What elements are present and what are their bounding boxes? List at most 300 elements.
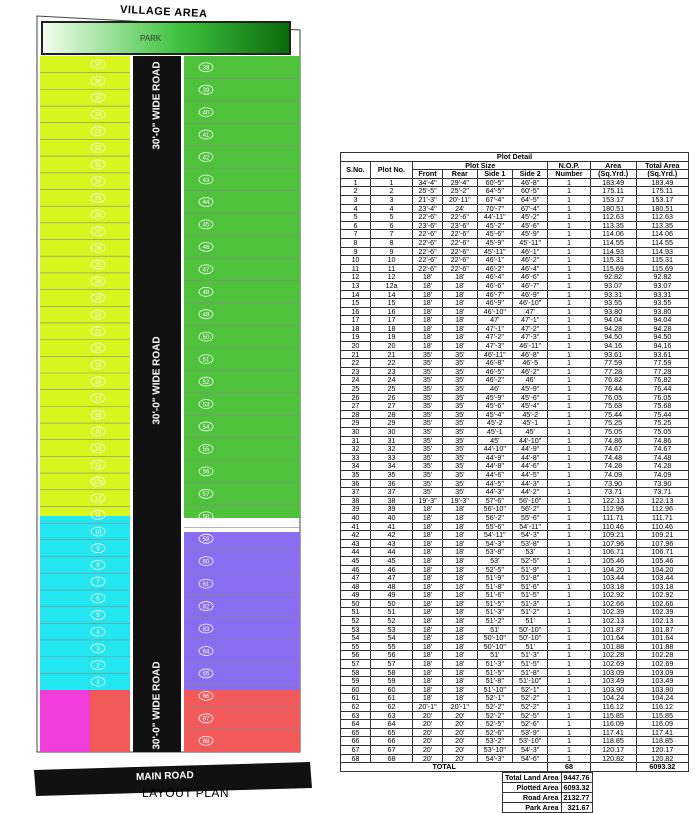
table-cell: 57 (370, 660, 412, 669)
left-plot-number: 29 (94, 196, 102, 203)
table-cell: 45 (341, 556, 371, 565)
table-cell: 53'-9" (513, 728, 548, 737)
table-cell: 21 (370, 350, 412, 359)
table-cell: 116.09 (636, 720, 688, 729)
table-cell: 75.44 (590, 410, 636, 419)
table-cell: 67'-4" (513, 204, 548, 213)
table-row (341, 385, 689, 394)
table-cell: 35' (413, 470, 443, 479)
table-cell: 44'-3" (477, 488, 512, 497)
table-cell: 46 (341, 565, 371, 574)
left-plot-number: 17 (94, 396, 102, 403)
table-cell: 20' (413, 711, 443, 720)
table-cell: 67'-4" (477, 195, 512, 204)
table-cell: 58 (370, 668, 412, 677)
table-cell: 109.21 (636, 531, 688, 540)
table-cell: 16 (370, 307, 412, 316)
road-label-top: 30'-0" WIDE ROAD (151, 61, 163, 150)
table-cell: 45'-4" (477, 410, 512, 419)
table-cell: 35' (442, 367, 477, 376)
table-cell: 1 (548, 625, 590, 634)
table-cell: 45'-6" (513, 393, 548, 402)
table-cell: 64 (370, 720, 412, 729)
table-row (341, 703, 689, 712)
right-plot-number: 65 (202, 671, 210, 678)
table-cell: 51'-5" (513, 660, 548, 669)
table-cell: 53 (370, 625, 412, 634)
table-cell: 113.35 (590, 221, 636, 230)
table-cell: 22'-6" (442, 264, 477, 273)
table-cell: 51'-8" (477, 677, 512, 686)
table-cell: 1 (548, 238, 590, 247)
left-plot-number: 12a (92, 479, 104, 486)
table-cell: 18' (413, 548, 443, 557)
right-plot-number: 49 (202, 312, 210, 319)
table-cell: 1 (548, 273, 590, 282)
table-cell: 1 (548, 410, 590, 419)
table-cell: 66 (341, 737, 371, 746)
table-cell: 52 (370, 617, 412, 626)
table-cell: 43 (370, 539, 412, 548)
table-cell: 76.82 (590, 376, 636, 385)
table-row (341, 574, 689, 583)
table-cell: 106.71 (590, 548, 636, 557)
table-cell: 66 (370, 737, 412, 746)
table-cell: 22'-6" (442, 230, 477, 239)
table-cell: 46'-2" (477, 264, 512, 273)
table-cell: 32 (341, 445, 371, 454)
table-cell: 18' (442, 324, 477, 333)
table-cell: 33 (341, 453, 371, 462)
table-cell: 45'-9" (513, 230, 548, 239)
table-cell: 1 (548, 660, 590, 669)
table-row (341, 256, 689, 265)
table-cell: 52'-5" (477, 720, 512, 729)
table-cell: 22'-6" (413, 264, 443, 273)
table-cell: 16 (341, 307, 371, 316)
table-cell: 1 (548, 599, 590, 608)
table-cell: 57 (341, 660, 371, 669)
table-cell: 102.28 (636, 651, 688, 660)
table-cell: 23'-6" (442, 221, 477, 230)
table-cell: 44'-6" (513, 462, 548, 471)
table-cell: 55 (370, 642, 412, 651)
right-plot-number: 59 (202, 537, 210, 544)
table-cell: 33 (370, 453, 412, 462)
table-cell: 45'-4" (513, 402, 548, 411)
table-cell: 18' (442, 281, 477, 290)
table-cell: 50'-10" (513, 634, 548, 643)
table-cell: 102.92 (590, 591, 636, 600)
table-cell: 20' (413, 728, 443, 737)
table-row (341, 213, 689, 222)
left-plot-number: 14 (94, 446, 102, 453)
table-cell: 53'-10" (477, 745, 512, 754)
table-cell: 1 (370, 178, 412, 187)
table-cell: 53'-10" (513, 737, 548, 746)
header-plot-no: Plot No. (370, 161, 412, 178)
table-cell: 73.90 (590, 479, 636, 488)
table-row (341, 617, 689, 626)
table-cell: 1 (548, 316, 590, 325)
table-cell: 19 (341, 333, 371, 342)
table-cell: 53' (477, 556, 512, 565)
table-cell: 1 (548, 428, 590, 437)
table-cell: 3 (370, 195, 412, 204)
table-cell: 35' (442, 436, 477, 445)
table-cell: 116.09 (590, 720, 636, 729)
table-cell: 35' (413, 445, 443, 454)
table-cell: 18' (442, 668, 477, 677)
table-cell: 35' (442, 462, 477, 471)
right-plot-number: 45 (202, 222, 210, 229)
table-cell: 24' (442, 204, 477, 213)
table-cell: 47 (370, 574, 412, 583)
table-cell: 1 (548, 264, 590, 273)
table-cell: 115.31 (590, 256, 636, 265)
table-cell: 34'-4" (413, 178, 443, 187)
left-plot-number: 19 (94, 362, 102, 369)
table-cell: 38 (341, 496, 371, 505)
table-cell: 1 (548, 565, 590, 574)
table-row (341, 488, 689, 497)
table-cell: 53'-8" (513, 539, 548, 548)
table-cell: 55'-6" (477, 522, 512, 531)
right-plot-number: 40 (202, 110, 210, 117)
table-cell: 51'-3" (513, 651, 548, 660)
table-cell: 51'-6" (513, 582, 548, 591)
table-cell: 20 (341, 342, 371, 351)
table-cell: 41 (341, 522, 371, 531)
table-cell: 18' (413, 625, 443, 634)
table-cell: 35' (413, 385, 443, 394)
table-cell: 22'-6" (442, 238, 477, 247)
table-cell: 106.71 (636, 548, 688, 557)
table-cell: 35' (413, 367, 443, 376)
table-cell: 35' (413, 479, 443, 488)
table-cell: 61 (370, 694, 412, 703)
table-cell: 38 (370, 496, 412, 505)
table-cell: 51' (513, 642, 548, 651)
table-cell: 35 (341, 470, 371, 479)
table-cell: 29'-4" (442, 178, 477, 187)
header-area-unit: (Sq.Yrd.) (590, 170, 636, 179)
table-cell: 56'-2" (477, 513, 512, 522)
table-cell: 18' (413, 290, 443, 299)
table-cell: 63 (341, 711, 371, 720)
table-cell: 68 (370, 754, 412, 763)
summary-label: Park Area (503, 802, 562, 812)
table-cell: 58 (341, 668, 371, 677)
left-plot-number: 16 (94, 413, 102, 420)
table-cell: 103.18 (590, 582, 636, 591)
table-row (341, 238, 689, 247)
table-cell: 18' (442, 505, 477, 514)
right-plot-number: 42 (202, 155, 210, 162)
table-cell: 94.16 (636, 342, 688, 351)
left-plot-number: 5 (96, 613, 100, 620)
table-cell: 47 (341, 574, 371, 583)
table-cell: 1 (548, 496, 590, 505)
table-cell: 73.90 (636, 479, 688, 488)
table-cell: 18' (413, 333, 443, 342)
table-cell: 35' (413, 453, 443, 462)
table-cell: 93.07 (590, 281, 636, 290)
table-row (341, 299, 689, 308)
table-cell: 1 (548, 436, 590, 445)
right-purple-block (184, 532, 300, 690)
table-cell: 77.59 (636, 359, 688, 368)
table-cell: 52'-6" (513, 720, 548, 729)
table-cell: 21'-3" (413, 195, 443, 204)
table-cell: 1 (548, 522, 590, 531)
header-area: Area (590, 161, 636, 170)
table-cell: 1 (548, 488, 590, 497)
table-cell: 46'-2" (513, 367, 548, 376)
table-cell: 18' (413, 565, 443, 574)
table-cell: 36 (341, 479, 371, 488)
road-label-mid: 30'-0" WIDE ROAD (151, 336, 163, 425)
left-plot-number: 11 (94, 513, 102, 520)
table-cell: 28 (341, 410, 371, 419)
table-cell: 180.51 (636, 204, 688, 213)
table-cell: 1 (548, 703, 590, 712)
table-cell: 93.55 (636, 299, 688, 308)
table-cell: 47'-1" (513, 316, 548, 325)
table-cell: 22'-6" (442, 247, 477, 256)
right-plot-number: 64 (202, 649, 210, 656)
table-cell: 153.17 (636, 195, 688, 204)
summary-label: Road Area (503, 792, 562, 802)
table-cell: 27 (370, 402, 412, 411)
table-cell: 102.13 (636, 617, 688, 626)
table-cell: 116.12 (590, 703, 636, 712)
table-cell: 1 (548, 505, 590, 514)
table-cell: 6 (370, 221, 412, 230)
table-cell: 53 (341, 625, 371, 634)
table-cell: 56'-2" (513, 505, 548, 514)
table-cell: 51'-3" (513, 599, 548, 608)
left-plot-number: 2 (96, 663, 100, 670)
table-cell: 44'-9" (513, 445, 548, 454)
table-cell: 20' (413, 737, 443, 746)
table-cell: 5 (370, 213, 412, 222)
table-cell: 56'-10" (477, 505, 512, 514)
table-cell: 1 (548, 350, 590, 359)
table-cell: 65 (370, 728, 412, 737)
table-cell: 51'-2" (477, 617, 512, 626)
table-cell: 22'-6" (442, 256, 477, 265)
table-cell: 45' (477, 436, 512, 445)
table-cell: 60'-5" (477, 178, 512, 187)
table-cell: 29 (341, 419, 371, 428)
table-cell: 55'-6" (513, 513, 548, 522)
table-cell: 1 (548, 299, 590, 308)
table-cell: 74.48 (590, 453, 636, 462)
table-cell: 46'-10" (477, 307, 512, 316)
table-cell: 94.16 (590, 342, 636, 351)
table-cell: 105.46 (590, 556, 636, 565)
table-cell: 35' (413, 410, 443, 419)
table-cell: 46'-7" (477, 290, 512, 299)
table-cell: 22 (370, 359, 412, 368)
table-cell: 35' (413, 428, 443, 437)
table-cell: 23 (341, 367, 371, 376)
table-cell: 22'-6" (413, 238, 443, 247)
table-cell: 52'-5" (477, 565, 512, 574)
table-cell: 62 (370, 703, 412, 712)
table-cell: 15 (341, 299, 371, 308)
table-cell: 1 (548, 513, 590, 522)
table-cell: 105.46 (636, 556, 688, 565)
table-cell: 76.44 (636, 385, 688, 394)
right-plot-number: 39 (202, 87, 210, 94)
table-cell: 18' (442, 307, 477, 316)
table-cell: 67 (341, 745, 371, 754)
table-cell: 45'-9" (513, 385, 548, 394)
table-cell: 26 (341, 393, 371, 402)
table-cell: 20'-1" (413, 703, 443, 712)
table-cell: 18' (442, 539, 477, 548)
table-cell: 47'-3" (513, 333, 548, 342)
table-cell: 1 (548, 419, 590, 428)
table-cell: 101.88 (590, 642, 636, 651)
table-cell: 46'-4" (513, 264, 548, 273)
right-plot-number: 50 (202, 334, 210, 341)
table-row (341, 745, 689, 754)
table-cell: 44'-10" (477, 445, 512, 454)
table-cell: 51'-8" (513, 668, 548, 677)
table-cell: 12a (370, 281, 412, 290)
right-plot-number: 68 (202, 739, 210, 746)
table-cell: 1 (548, 737, 590, 746)
table-cell: 18' (442, 574, 477, 583)
table-cell: 14 (370, 290, 412, 299)
table-cell: 102.92 (636, 591, 688, 600)
header-plot-size: Plot Size (413, 161, 548, 170)
table-cell: 10 (370, 256, 412, 265)
table-cell: 18' (413, 316, 443, 325)
table-cell: 35' (413, 419, 443, 428)
table-cell: 18' (413, 556, 443, 565)
table-cell: 44'-11" (477, 213, 512, 222)
right-plot-number: 48 (202, 290, 210, 297)
table-cell: 20' (413, 720, 443, 729)
table-cell: 65 (341, 728, 371, 737)
table-cell: 55 (341, 642, 371, 651)
table-cell: 18' (413, 342, 443, 351)
table-cell: 67 (370, 745, 412, 754)
table-cell: 52'-2" (477, 703, 512, 712)
summary-row (503, 772, 593, 782)
table-cell: 54 (341, 634, 371, 643)
table-cell: 51 (370, 608, 412, 617)
table-cell: 107.96 (590, 539, 636, 548)
table-cell: 34 (370, 462, 412, 471)
table-cell: 8 (370, 238, 412, 247)
table-cell: 47'-3" (477, 342, 512, 351)
table-cell: 77.59 (590, 359, 636, 368)
table-cell: 49 (370, 591, 412, 600)
table-cell: 51'-8" (513, 574, 548, 583)
table-cell: 92.82 (636, 273, 688, 282)
table-cell: 24 (341, 376, 371, 385)
table-cell: 122.13 (590, 496, 636, 505)
table-cell: 12 (341, 273, 371, 282)
table-cell: 18' (413, 273, 443, 282)
table-cell: 51'-5" (477, 599, 512, 608)
table-cell: 52'-2" (477, 711, 512, 720)
table-cell: 115.31 (636, 256, 688, 265)
table-cell: 94.28 (590, 324, 636, 333)
table-row (341, 720, 689, 729)
table-cell: 46'-2" (513, 256, 548, 265)
right-plot-number: 38 (202, 65, 210, 72)
table-cell: 37 (370, 488, 412, 497)
table-cell: 51' (477, 625, 512, 634)
table-cell: 23'-4" (413, 204, 443, 213)
table-cell: 18' (413, 324, 443, 333)
table-cell: 22'-6" (413, 230, 443, 239)
table-cell: 1 (548, 745, 590, 754)
table-cell: 68 (341, 754, 371, 763)
table-cell: 112.96 (636, 505, 688, 514)
table-cell: 2 (370, 187, 412, 196)
table-cell: 1 (548, 204, 590, 213)
table-cell: 1 (548, 728, 590, 737)
table-cell: 11 (341, 264, 371, 273)
table-cell: 27 (341, 402, 371, 411)
table-row (341, 660, 689, 669)
table-cell: 111.71 (636, 513, 688, 522)
table-cell: 73.71 (590, 488, 636, 497)
table-cell: 1 (548, 290, 590, 299)
table-cell: 48 (370, 582, 412, 591)
table-cell: 19'-3" (413, 496, 443, 505)
table-cell: 103.18 (636, 582, 688, 591)
table-cell: 51'-10" (513, 677, 548, 686)
table-cell: 31 (370, 436, 412, 445)
table-cell: 1 (548, 642, 590, 651)
table-cell: 7 (341, 230, 371, 239)
village-area-label: VILLAGE AREA (119, 3, 208, 21)
table-cell: 114.55 (636, 238, 688, 247)
table-row (341, 470, 689, 479)
summary-value: 9447.76 (561, 772, 592, 782)
table-cell: 18' (413, 505, 443, 514)
table-cell: 114.93 (590, 247, 636, 256)
table-cell: 39 (341, 505, 371, 514)
table-cell: 46'-8" (513, 178, 548, 187)
table-cell: 114.55 (590, 238, 636, 247)
table-cell: 1 (548, 376, 590, 385)
table-cell: 45'-9" (477, 393, 512, 402)
table-cell: 102.39 (590, 608, 636, 617)
table-cell: 18' (442, 617, 477, 626)
summary-value: 321.67 (561, 802, 592, 812)
header-side2: Side 2 (513, 170, 548, 179)
left-plot-number: 31 (94, 162, 102, 169)
table-cell: 51'-3" (477, 660, 512, 669)
table-cell: 52'-1" (513, 685, 548, 694)
table-cell: 64'-5" (477, 187, 512, 196)
right-plot-number: 67 (202, 716, 210, 723)
table-cell: 115.69 (590, 264, 636, 273)
table-cell: 1 (548, 195, 590, 204)
left-plot-number: 18 (94, 379, 102, 386)
table-cell: 46'-9" (513, 290, 548, 299)
table-cell: 46'-5 (513, 359, 548, 368)
